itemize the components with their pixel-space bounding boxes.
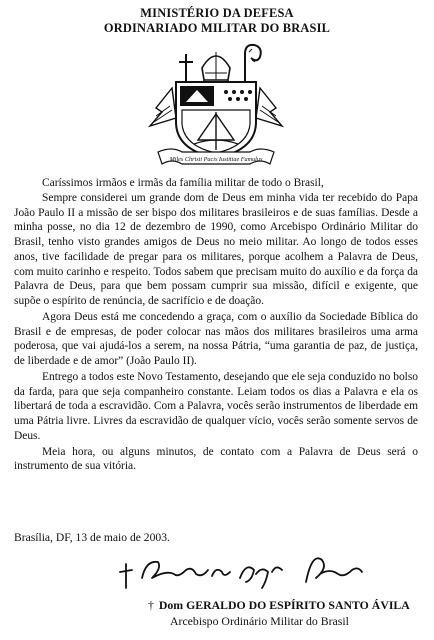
ordinariate-name: ORDINARIADO MILITAR DO BRASIL [103, 21, 331, 35]
paragraph-3: Entrego a todos este Novo Testamento, desejando que ele seja conduzido no bolso da farda, para que seja companheiro constante. Leiam todos os dias a Palavra e ela os libertará de toda a escravidão. Com a Palavra, vocês serão instrumentos de liberdade em uma Pátria livre. Livres da escravidão de qualquer vício, vocês serão somente servos de Deus. [14, 370, 419, 442]
place-and-date: Brasília, DF, 13 de maio de 2003. [14, 531, 170, 544]
coat-of-arms-icon [142, 40, 290, 170]
cross-icon: † [148, 598, 154, 612]
signatory-title: Arcebispo Ordinário Militar do Brasil [170, 614, 349, 628]
signatory-full-name: GERALDO DO ESPÍRITO SANTO ÁVILA [186, 598, 410, 612]
paragraph-4: Meia hora, ou alguns minutos, de contato com a Palavra de Deus será o instrumento de sua vitória. [14, 445, 418, 473]
handwritten-signature-icon [116, 548, 366, 600]
signatory-block [148, 597, 410, 629]
paragraph-1: Sempre considerei um grande dom de Deus em minha vida ter recebido do Papa João Paulo II a missão de ser bispo dos militares brasileiros e de suas famílias. Desde a minha posse, no dia 12 de dezembro de 1990, como Arcebispo Ordinário Militar do Brasil, tenho visto grandes amigos de Deus no meio militar. Ao longo de todos esses anos, tive facilidade de pregar para os militares, porque acolhem a Palavra de Deus, com muito carinho e respeito. Todos sabem que precisam muito do auxílio e da força da Palavra de Deus, para que bem possam cumprir sua missão, difícil e exigente, que supõe o espírito de renúncia, de sacrifício e de doação. [14, 191, 418, 307]
paragraph-2: Agora Deus está me concedendo a graça, com o auxílio da Sociedade Bíblica do Brasil e de empresas, de poder colocar nas mãos dos militares brasileiros uma arma poderosa, que vai ajudá-los a serem, na nossa Pátria, “uma garantia de paz, de justiça, de liberdade e de amor” (João Paulo II). [14, 310, 418, 367]
ministry-name: MINISTÉRIO DA DEFESA [140, 6, 294, 20]
signatory-name [148, 597, 410, 613]
crest-motto: Miles Christi Pacis Iustitiae Famulus [169, 156, 263, 163]
letterhead [0, 6, 434, 36]
salutation: Caríssimos irmãos e irmãs da família militar de todo o Brasil, [42, 177, 324, 189]
letter-body [14, 176, 418, 474]
name-prefix: Dom [158, 598, 184, 612]
